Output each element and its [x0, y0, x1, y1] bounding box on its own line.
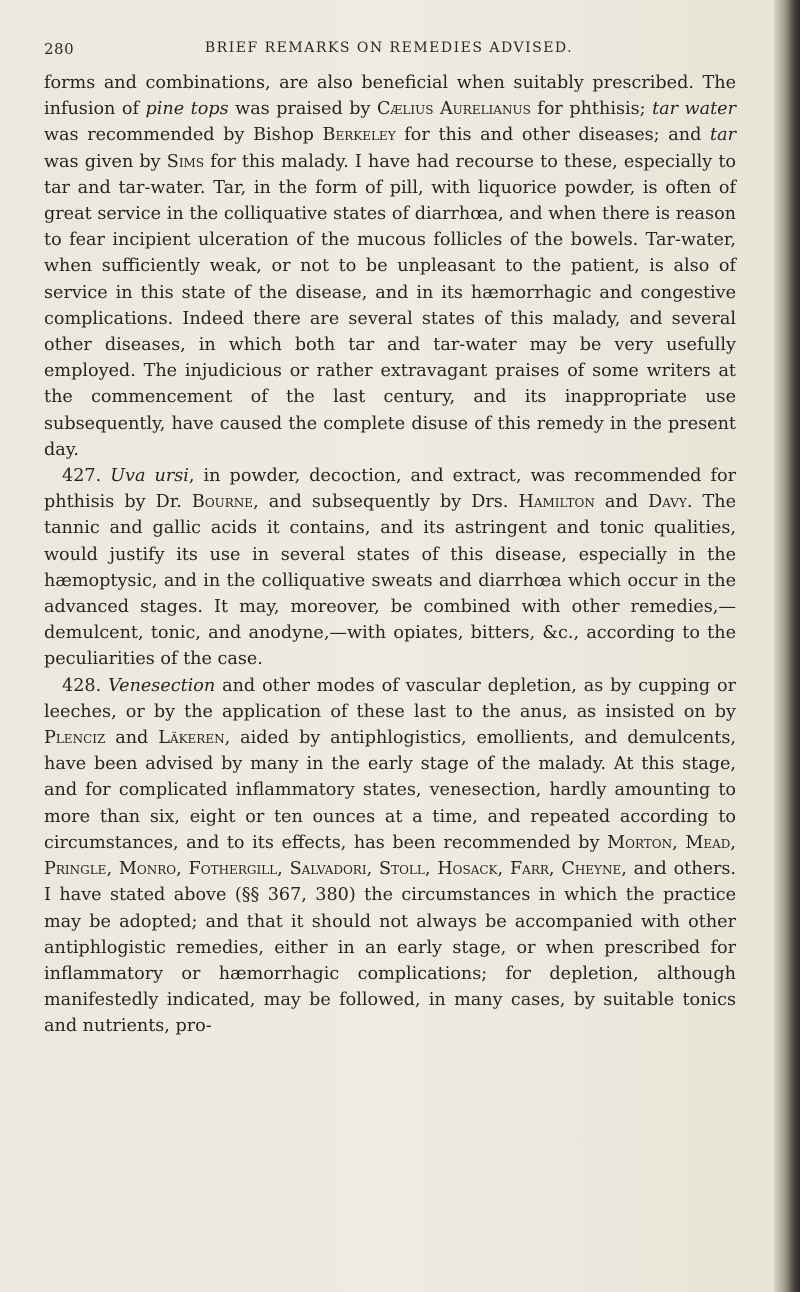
author-name: Mead — [685, 832, 731, 853]
italic-text: tar — [710, 125, 737, 146]
text-run: and other modes of vascular depletion, as by cupping or leeches, or by the application of these last to the anus, as insisted on by — [44, 675, 736, 722]
author-name: Farr — [509, 859, 549, 880]
running-title: BRIEF REMARKS ON REMEDIES ADVISED. — [204, 40, 574, 56]
text-run: , — [176, 859, 189, 880]
italic-text: Uva ursi — [110, 466, 189, 487]
text-run: 427. — [62, 466, 111, 487]
author-name: Cælius Aurelianus — [376, 99, 531, 120]
author-name: Cheyne — [561, 859, 622, 880]
text-run: for this malady. I have had recourse to these, especially to tar and tar-water. Tar, in the form of pill, with liquorice powder, is often of great service in the colliquative states of diarrhœa, and when there is reason to fear incipient ulceration of the mucous follicles of the bowels. Tar-water, when sufficiently weak, or not to be unpleasant to the patient, is also of service in this state of the disease, and in its hæmorrhagic and congestive complications. Indeed there are several states of this malady, and several other diseases, in which both tar and tar-water may be very usefully employed. The injudicious or rather extravagant praises of some writers at the commencement of the last century, and its inappropriate use subsequently, have caused the complete disuse of this remedy in the present day. — [44, 151, 736, 460]
text-run: for phthisis; — [530, 99, 653, 120]
text-run: , — [366, 859, 380, 880]
author-name: Hamilton — [518, 492, 595, 513]
paragraph — [44, 70, 736, 463]
author-name: Bourne — [191, 492, 254, 513]
text-run: for this and other diseases; and — [395, 125, 711, 146]
text-run: 428. — [62, 675, 109, 696]
text-run: was given by — [44, 151, 167, 172]
italic-text: pine tops — [145, 99, 229, 120]
author-name: Davy — [648, 492, 687, 513]
text-run: , — [424, 859, 438, 880]
text-run: was praised by — [228, 99, 377, 120]
text-run: . The tannic and gallic acids it contains, and its astringent and tonic qualities, would justify its use in several states of this disease, especially in the hæmoptysic, and in the colliquative sweats and diarrhœa which occur in the advanced stages. It may, moreover, be combined with other remedies,—demulcent, tonic, and anodyne,—with opiates, bitters, &c., according to the peculiarities of the case. — [44, 492, 736, 670]
text-run: and — [594, 492, 649, 513]
text-run: , — [730, 832, 736, 853]
author-name: Salvadori — [289, 859, 367, 880]
text-run: was recommended by Bishop — [44, 125, 323, 146]
text-run: forms and combinations, are also beneficial when suitably prescribed. The infusion of — [44, 73, 736, 120]
text-run: , in powder, decoction, and extract, was recommended for phthisis by Dr. — [44, 466, 736, 513]
paragraph — [44, 463, 736, 673]
text-run: , — [672, 832, 686, 853]
italic-text: tar water — [652, 99, 736, 120]
text-run: , — [277, 859, 290, 880]
text-run: , — [548, 859, 562, 880]
author-name: Plenciz — [44, 728, 106, 749]
author-name: Fothergill — [188, 859, 278, 880]
author-name: Läkeren — [158, 728, 225, 749]
page-header — [44, 40, 734, 64]
author-name: Berkeley — [322, 125, 396, 146]
body-text — [44, 70, 736, 1040]
text-run: and — [105, 728, 159, 749]
text-run: , — [497, 859, 510, 880]
text-run: , and others. I have stated above (§§ 367, 380) the circumstances in which the practice may be adopted; and that it should not always be accompanied with other antiphlogistic remedies, either in an early stage, or when prescribed for inflammatory or hæmorrhagic complications; for depletion, although manifestedly indicated, may be followed, in many cases, by suitable tonics and nutrients, pro- — [44, 859, 737, 1037]
page-binding-edge — [774, 0, 800, 1292]
author-name: Morton — [607, 832, 673, 853]
text-run: , — [106, 859, 119, 880]
author-name: Sims — [166, 151, 205, 172]
text-run: , and subsequently by Drs. — [253, 492, 519, 513]
author-name: Monro — [118, 859, 177, 880]
paragraph — [44, 673, 736, 1040]
italic-text: Venesection — [108, 675, 216, 696]
author-name: Hosack — [437, 859, 498, 880]
text-run: , aided by antiphlogistics, emollients, and demulcents, have been advised by many in the early stage of the malady. At this stage, and for complicated inflammatory states, venesection, hardly amounting to more than six, eight or ten ounces at a time, and repeated according to circumstances, and to its effects, has been recommended by — [44, 728, 736, 853]
author-name: Stoll — [379, 859, 425, 880]
author-name: Pringle — [44, 859, 107, 880]
page-number: 280 — [44, 40, 75, 58]
